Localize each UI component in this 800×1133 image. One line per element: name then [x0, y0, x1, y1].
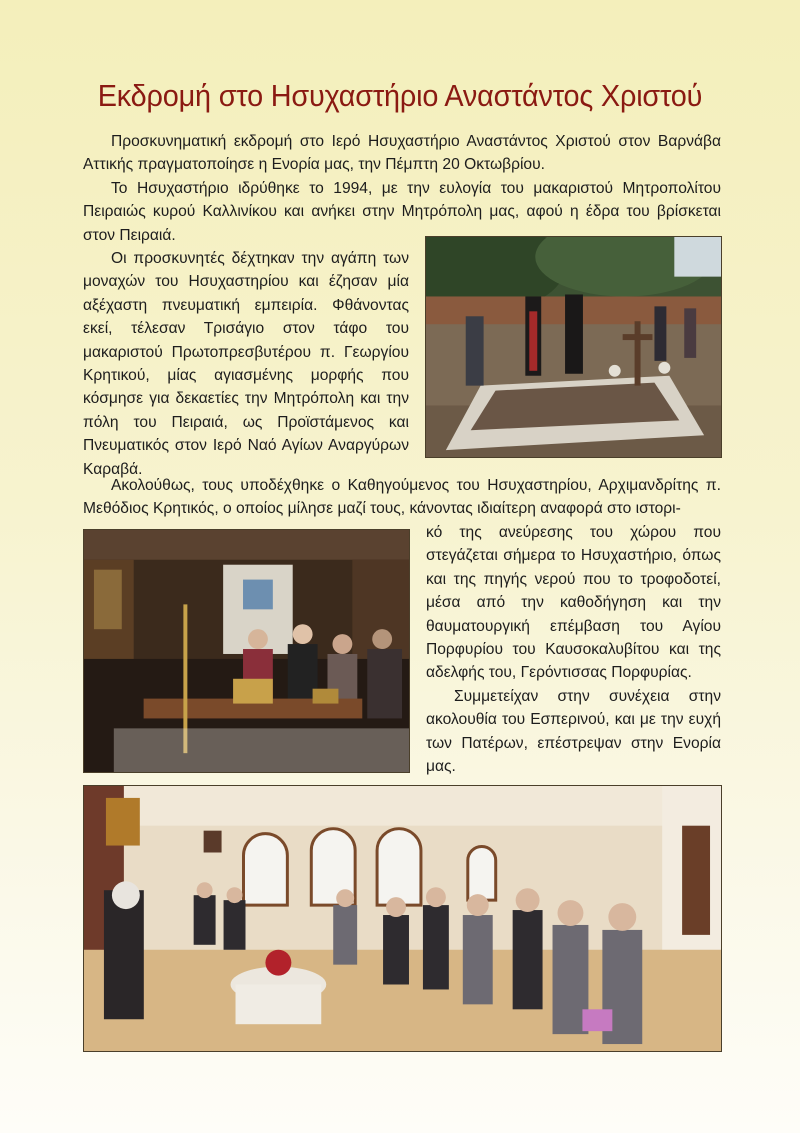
- photo-grave-trisagion: [425, 236, 722, 458]
- article-title: Εκδρομή στο Ησυχαστήριο Αναστάντος Χριστού: [97, 78, 703, 113]
- paragraph-vespers: Συμμετείχαν στην συνέχεια στην ακολουθία του Εσπερινού, και με την ευχή των Πατέρων, επέστρεψαν στην Ενορία μας.: [426, 688, 721, 776]
- paragraph-pilgrims: Οι προσκυνητές δέχτηκαν την αγάπη των μοναχών του Ησυχαστηρίου και έζησαν μία αξέχαστη πνευματική εμπειρία. Φθάνοντας εκεί, τέλεσαν Τρισάγιο στον τάφο του μακαριστού Πρωτοπρεσβυτέρου π. Γεωργίου Κρητικού, μίας αγιασμένης μορφής που κόσμησε για δεκαετίες την Μητρόπολη και την πόλη του Πειραιά, ως Προϊστάμενος και Πνευματικός στον Ιερό Ναό Αγίων Αναργύρων Καραβά.: [83, 250, 409, 478]
- paragraph-porphyrios: κό της ανεύρεσης του χώρου που στεγάζεται σήμερα το Ησυχαστήριο, όπως και της πηγής νερού που το τροφοδοτεί, μέσα από την καθοδήγηση και την θαυματουργική επέμβαση του Αγίου Πορφυρίου του Καυσοκαλυβίτου και της αδελφής του, Γερόντισσας Πορφυρίας.: [426, 524, 721, 682]
- paragraph-history: Το Ησυχαστήριο ιδρύθηκε το 1994, με την ευλογία του μακαριστού Μητροπολίτου Πειραιώς κυρού Καλλινίκου και ανήκει στην Μητρόπολη μας, αφού η έδρα του βρίσκεται στον Πειραιά.: [83, 180, 721, 244]
- photo-hall-gathering: [83, 785, 722, 1052]
- photo-church-interior: [83, 529, 410, 773]
- paragraph-abbot: Ακολούθως, τους υποδέχθηκε ο Καθηγούμενος του Ησυχαστηρίου, Αρχιμανδρίτης π. Μεθόδιος Κρητικός, ο οποίος μίλησε μαζί τους, κάνοντας ιδιαίτερη αναφορά στο ιστορι-: [83, 477, 721, 518]
- paragraph-intro: Προσκυνηματική εκδρομή στο Ιερό Ησυχαστήριο Αναστάντος Χριστού στον Βαρνάβα Αττικής πραγματοποίησε η Ενορία μας, την Πέμπτη 20 Οκτωβρίου.: [83, 133, 721, 174]
